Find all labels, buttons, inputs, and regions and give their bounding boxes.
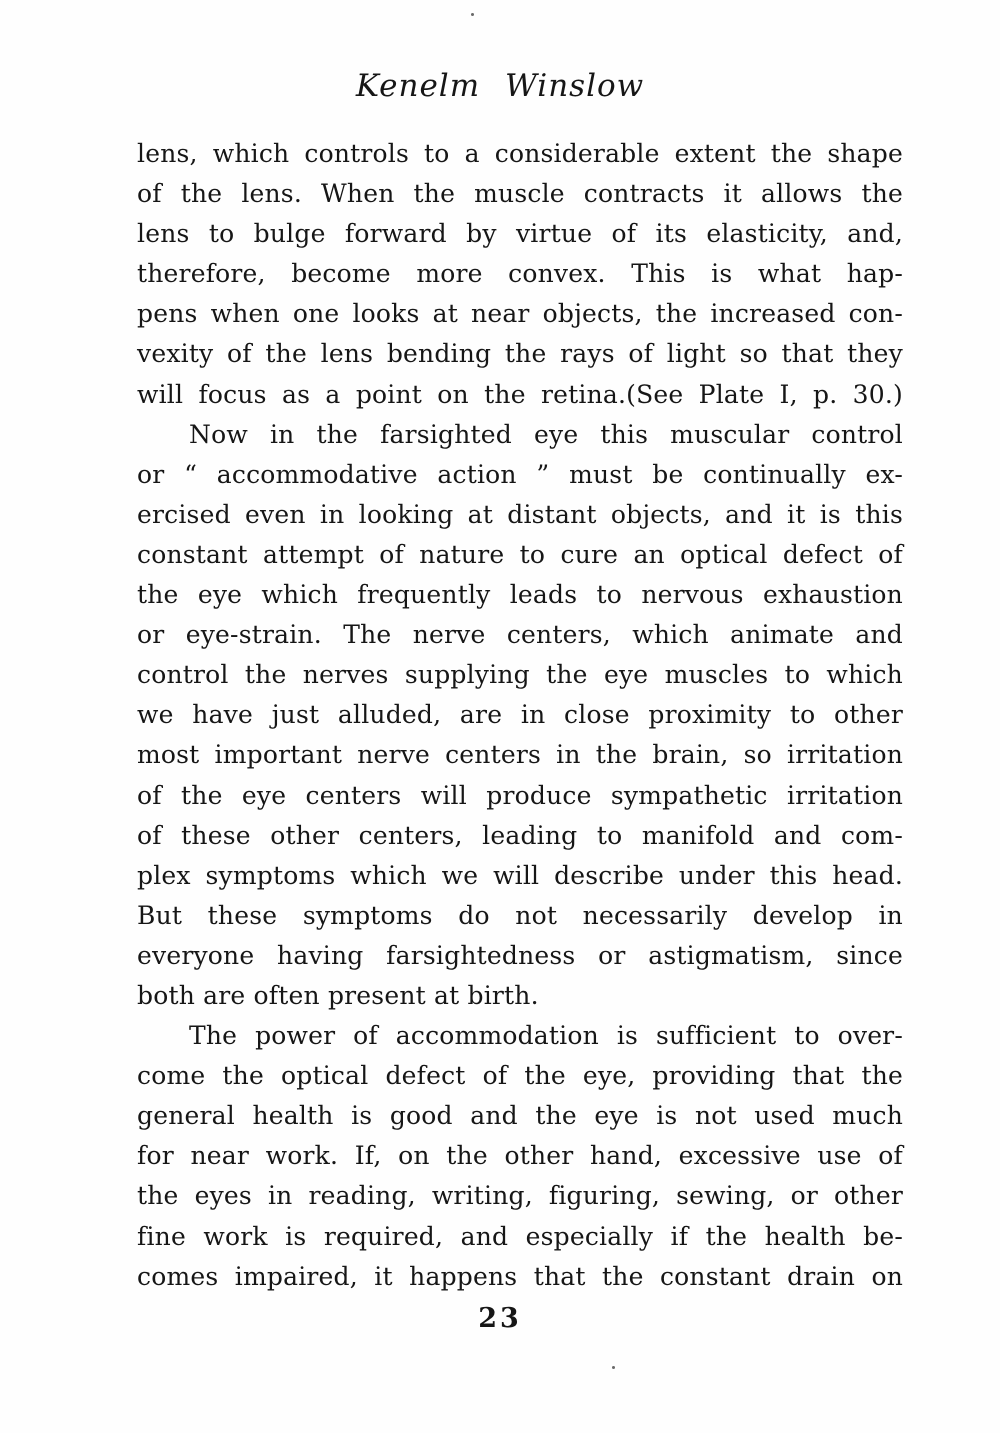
body-text [137, 134, 903, 1297]
text-line: both are often present at birth. [137, 980, 539, 1010]
text-line: fine work is required, and especially if the health be- [137, 1221, 903, 1251]
text-line: of these other centers, leading to manifold and com- [137, 820, 903, 850]
text-line: comes impaired, it happens that the constant drain on [137, 1261, 903, 1291]
text-line: everyone having farsightedness or astigmatism, since [137, 940, 903, 970]
scan-artifact-dot [471, 13, 474, 16]
running-head: Kenelm Winslow [355, 68, 645, 104]
text-line: pens when one looks at near objects, the increased con- [137, 299, 903, 329]
text-line: for near work. If, on the other hand, excessive use of [137, 1141, 903, 1171]
text-line: will focus as a point on the retina.(See Plate I, p. 30.) [137, 379, 903, 409]
text-line: vexity of the lens bending the rays of light so that they [137, 339, 903, 369]
text-line: the eye which frequently leads to nervous exhaustion [137, 580, 903, 610]
text-line: most important nerve centers in the brain, so irritation [137, 740, 903, 770]
text-line: control the nerves supplying the eye muscles to which [137, 660, 903, 690]
text-line: plex symptoms which we will describe under this head. [137, 860, 903, 890]
text-line: general health is good and the eye is not used much [137, 1101, 903, 1131]
text-line: we have just alluded, are in close proximity to other [137, 700, 903, 730]
text-line: of the eye centers will produce sympathetic irritation [137, 780, 903, 810]
text-line: the eyes in reading, writing, figuring, sewing, or other [137, 1181, 903, 1211]
text-line: therefore, become more convex. This is what hap- [137, 259, 903, 289]
text-line: ercised even in looking at distant objects, and it is this [137, 499, 903, 529]
text-line: lens to bulge forward by virtue of its elasticity, and, [137, 219, 903, 249]
page-number: 23 [478, 1303, 522, 1334]
text-line: of the lens. When the muscle contracts it allows the [137, 179, 903, 209]
text-line: or eye-strain. The nerve centers, which animate and [137, 620, 903, 650]
text-line: constant attempt of nature to cure an optical defect of [137, 539, 903, 569]
text-line: But these symptoms do not necessarily develop in [137, 900, 903, 930]
text-line: The power of accommodation is sufficient to over- [189, 1021, 903, 1051]
scan-artifact-dot [612, 1366, 615, 1369]
text-line: come the optical defect of the eye, providing that the [137, 1061, 903, 1091]
text-line: or “ accommodative action ” must be continually ex- [137, 459, 903, 489]
text-line: lens, which controls to a considerable extent the shape [137, 139, 903, 168]
text-line: Now in the farsighted eye this muscular control [189, 419, 903, 449]
